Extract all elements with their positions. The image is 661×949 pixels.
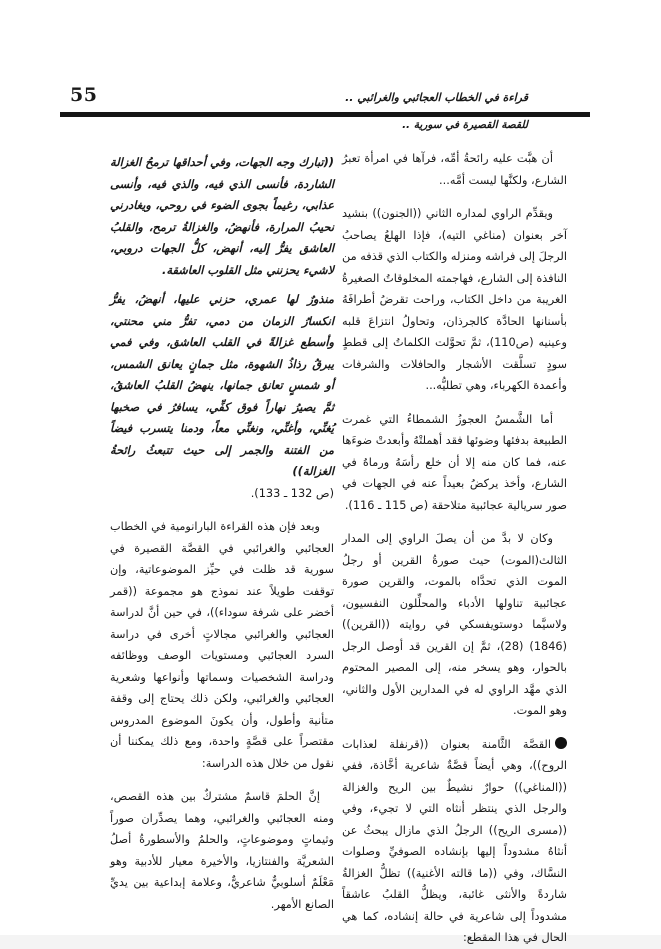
header-rule [60, 112, 590, 117]
right-text-column [342, 148, 567, 949]
paragraph: أما الشَّمسُ العجوزُ الشمطاءُ التي غمرت الطبيعة بدفئها وضوئها فقد أهملتْهُ وأبعدتْ ضوءَها عنه، فما كان منه إلا أن خلع رأسَهُ ورماهُ في الشارع، وأخذ يركضُ بعيداً عنه في الجهات في صور سريالية عجائبية متلاحقة (ص 115 ـ 116). [342, 412, 567, 512]
poem-excerpt: ((تبارك وجه الجهات، وفي أحداقها ترمحُ الغزالة الشاردة، فأنسى الذي فيه، والذي فيه، وأنسى عذابي، رغيماً بجوى الضوء في روحي، ويغادرني نحيبُ المرارة، فأنهضُ، والغزالةُ ترمح، والقلبُ العاشق يفرُّ إليه، أنهض، كلُّ الجهات دروبي، لاشيء يحزنني مثل القلوب العاشقة. [110, 155, 334, 277]
section-text: القصَّة الثَّامنة بعنوان ((قرنفلة لعذابات الروح))، وهي أيضاً قصَّةٌ شاعرية أخَّاذة، ففي ((المناغي)) حوارٌ نشيطٌ بين الريح والغزالة والرجل الذي ينتظر أنثاه التي لا تجيء، وفي ((مسرى الريح)) الرجلُ الذي مازال يبحثُ عن أنثاهُ مشدوداً إليها بإنشاده الصوفيِّ وصلوات النسَّاك، وفي ((ما قالته الأغنية)) تظلُّ الغزالةُ شاردةً والأنثى غائبة، ويظلُّ القلبُ عاشقاً مشدوداً إلى شاعرية في حالة إنشاده، كما هي الحال في هذا المقطع: [342, 737, 567, 944]
page-number: 55 [70, 84, 98, 106]
running-header-title: قراءة في الخطاب العجائبي والغرائبي .. [345, 91, 528, 104]
bullet-icon [555, 737, 567, 749]
running-header-subtitle: للقصة القصيرة في سورية .. [402, 119, 528, 131]
left-text-column [110, 152, 334, 915]
paragraph: ويقدِّم الراوي لمداره الثاني ((الجنون)) بنشيد آخر بعنوان (مناغي التيه)، فإذا الهلعُ يصاحبُ الرجلَ إلى فراشه ومنزله والكتاب الذي قذفه من النافذة إلى الشارع، فهاجمته المخلوقاتُ الصغيرةُ الغريبة من داخل الكتاب، وراحت تقرضُ أطرافَهُ بأسنانها الحادَّة كالجرذان، وتحاولُ انتزاعَ قلبه وعينيه (ص110)، ثمَّ تحوَّلت الكلماتُ إلى قططٍ سودٍ تسلَّقت الأشجار والحافلات والشرفات وأعمدة الكهرباء، وهي تطليُّه... [342, 207, 567, 392]
section-paragraph [342, 734, 567, 949]
paragraph: وبعد فإن هذه القراءة البارانومية في الخطاب العجائبي والغرائبي في القصَّة القصيرة في سورية قد ظلت في حيِّز الموضوعاتية، وإن توقفت طويلاً عند نموذج هو مجموعة ((قمر أخضر على شرفة سوداء))، في حين أنَّ لدراسة العجائبي والغرائبي مجالاتٍ أخرى في دراسة السرد العجائبي ومستويات الوصف ووظائفه ودراسة الشخصيات وسماتها وأنواعها وشعرية العجائبي والغرائبي، ولكن ذلك يحتاج إلى وقفة متأنية وأطول، وأن يكونَ الموضوع المدروس مقتصراً على قصَّةٍ واحدة، ومع ذلك يمكننا أن نقول من خلال هذه الدراسة: [110, 520, 334, 770]
poem-excerpt: منذورٌ لها عمري، حزني عليها، أنهضُ، يفرُّ انكسارُ الزمان من دمي، تفرُّ مني محنتي، وأسطع غزالةً في القلب العاشق، وفي فمي يبرقُ رذاذُ الشهوة، مثل جمانٍ يعانق الشمس، أو شمسٍ تعانق جمانها، ينهضُ القلبُ العاشقُ، ثمَّ يصيرُ نهاراً فوق كفِّي، يسافرُ في صخبها يُغنِّي، وأغنِّي، ونغنِّي معاً، ودمنا يتسرب فيضاً من الفتنة والجمر إلى حيث تتبعثُ رائحةُ الغزالة)) [110, 292, 334, 478]
paragraph: إنَّ الحلمَ قاسمٌ مشتركٌ بين هذه القصص، ومنه العجائبي والغرائبي، وهما يصدِّران صوراً وثيماتٍ وموضوعاتٍ، والحلمُ والأسطورةُ أصلُ الشعريَّة والفنتازيا، والأخيرة معيار للأدبية وهو مَعْلَمٌ أسلوبيٌّ شاعريٌّ، وعلامة إبداعية بين يديِّ الصانع الأمهر. [110, 790, 334, 911]
paragraph: وكان لا بدَّ من أن يصلَ الراوي إلى المدار الثالث(الموت) حيث صورةُ القرين أو رجلُ الموت الذي تحدَّاه بالموت، والقرين صورة عجائبية تناولها الأدباء والمحلِّلون النفسيون، ولاسيَّما دوستويفسكي في روايته ((القرين)) (1846) (28)، ثمَّ إن القرين قد أوصل الرجل بالحوار، وهو يسخر منه، إلى المصير المحتوم الذي مهَّد الراوي له في المدارين الأول والثاني، وهو الموت. [342, 532, 568, 717]
paragraph: أن هبَّت عليه رائحةُ أمِّه، فرآها في امرأة تعبرُ الشارع، ولكنَّها ليست أمَّه... [342, 152, 567, 187]
citation: (ص 132 ـ 133). [250, 486, 334, 500]
